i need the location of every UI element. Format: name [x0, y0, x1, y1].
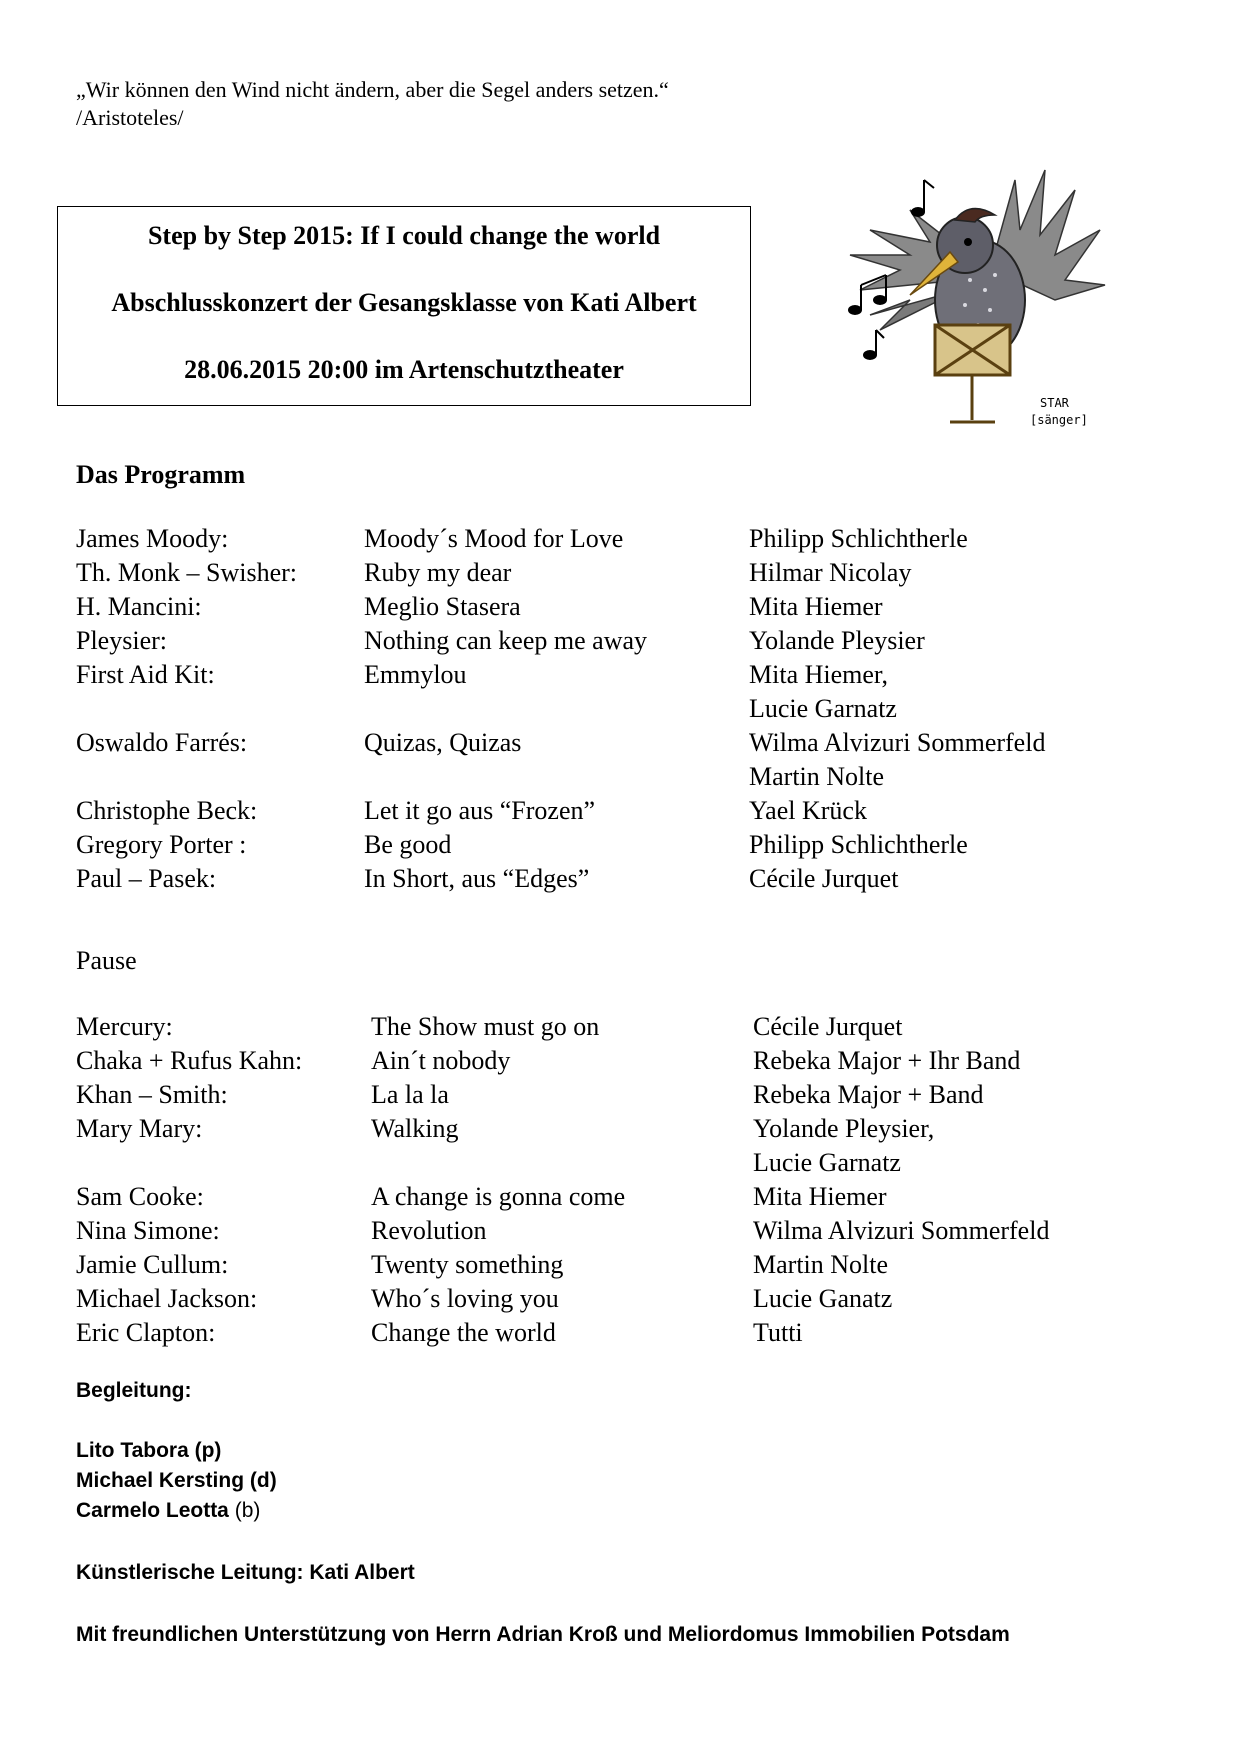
performer-name: Hilmar Nicolay — [749, 558, 912, 587]
song-title: A change is gonna come — [371, 1182, 626, 1211]
composer-name: Michael Jackson: — [76, 1284, 258, 1313]
performer-name: Lucie Garnatz — [749, 694, 897, 723]
musician-bass-name: Carmelo Leotta — [76, 1499, 229, 1522]
performer-name: Lucie Garnatz — [753, 1148, 901, 1177]
song-title: Meglio Stasera — [364, 592, 521, 621]
illustration-caption-saenger: [sänger] — [1030, 413, 1088, 427]
musician-drums: Michael Kersting (d) — [76, 1469, 277, 1492]
composer-name: Chaka + Rufus Kahn: — [76, 1046, 303, 1075]
composer-name: Christophe Beck: — [76, 796, 258, 825]
performer-name: Lucie Ganatz — [753, 1284, 893, 1313]
song-title: Quizas, Quizas — [364, 728, 522, 757]
composer-name: James Moody: — [76, 524, 229, 553]
artistic-direction: Künstlerische Leitung: Kati Albert — [76, 1561, 415, 1584]
performer-name: Yael Krück — [749, 796, 867, 825]
song-title: Change the world — [371, 1318, 556, 1347]
title-box — [57, 206, 751, 406]
performer-name: Tutti — [753, 1318, 803, 1347]
composer-name: Pleysier: — [76, 626, 167, 655]
music-stand-icon — [935, 325, 1010, 422]
performer-name: Philipp Schlichtherle — [749, 524, 968, 553]
performer-name: Rebeka Major + Ihr Band — [753, 1046, 1021, 1075]
composer-name: First Aid Kit: — [76, 660, 215, 689]
performer-name: Wilma Alvizuri Sommerfeld — [749, 728, 1046, 757]
illustration-caption-star: STAR — [1040, 396, 1069, 410]
pause-label: Pause — [76, 946, 137, 975]
performer-name: Mita Hiemer — [749, 592, 883, 621]
event-date-venue: 28.06.2015 20:00 im Artenschutztheater — [184, 355, 624, 384]
musician-bass — [76, 1499, 260, 1523]
quote-author: /Aristoteles/ — [76, 105, 184, 130]
performer-name: Mita Hiemer — [753, 1182, 887, 1211]
composer-name: Oswaldo Farrés: — [76, 728, 248, 757]
song-title: La la la — [371, 1080, 449, 1109]
song-title: Ain´t nobody — [371, 1046, 511, 1075]
performer-name: Wilma Alvizuri Sommerfeld — [753, 1216, 1050, 1245]
composer-name: Jamie Cullum: — [76, 1250, 229, 1279]
performer-name: Cécile Jurquet — [749, 864, 899, 893]
bird-eye — [964, 238, 972, 246]
program-heading: Das Programm — [76, 460, 246, 489]
song-title: Emmylou — [364, 660, 467, 689]
event-subtitle: Abschlusskonzert der Gesangsklasse von Kati Albert — [111, 288, 697, 317]
performer-name: Yolande Pleysier, — [753, 1114, 935, 1143]
quote-text: „Wir können den Wind nicht ändern, aber die Segel anders setzen.“ — [76, 77, 669, 102]
song-title: Ruby my dear — [364, 558, 512, 587]
begleitung-label: Begleitung: — [76, 1379, 192, 1402]
composer-name: Th. Monk – Swisher: — [76, 558, 297, 587]
event-title: Step by Step 2015: If I could change the world — [147, 221, 661, 250]
song-title: Nothing can keep me away — [364, 626, 648, 655]
song-title: Twenty something — [371, 1250, 564, 1279]
song-title: Walking — [371, 1114, 459, 1143]
song-title: Moody´s Mood for Love — [364, 524, 624, 553]
song-title: Be good — [364, 830, 452, 859]
performer-name: Cécile Jurquet — [753, 1012, 903, 1041]
singing-bird-illustration — [840, 160, 1120, 450]
musician-bass-instrument: (b) — [234, 1499, 261, 1522]
composer-name: Nina Simone: — [76, 1216, 220, 1245]
performer-name: Martin Nolte — [753, 1250, 889, 1279]
composer-name: Eric Clapton: — [76, 1318, 216, 1347]
song-title: In Short, aus “Edges” — [364, 864, 590, 893]
song-title: Who´s loving you — [371, 1284, 559, 1313]
composer-name: Khan – Smith: — [76, 1080, 228, 1109]
performer-name: Yolande Pleysier — [749, 626, 925, 655]
song-title: The Show must go on — [371, 1012, 600, 1041]
song-title: Revolution — [371, 1216, 487, 1245]
composer-name: Gregory Porter : — [76, 830, 247, 859]
performer-name: Martin Nolte — [749, 762, 885, 791]
quote-block — [76, 76, 669, 132]
composer-name: Mercury: — [76, 1012, 173, 1041]
composer-name: H. Mancini: — [76, 592, 202, 621]
performer-name: Philipp Schlichtherle — [749, 830, 968, 859]
composer-name: Sam Cooke: — [76, 1182, 204, 1211]
composer-name: Paul – Pasek: — [76, 864, 217, 893]
support-note: Mit freundlichen Unterstützung von Herrn Adrian Kroß und Meliordomus Immobilien Potsdam — [76, 1623, 1010, 1646]
bird-crest — [955, 209, 995, 222]
performer-name: Rebeka Major + Band — [753, 1080, 984, 1109]
song-title: Let it go aus “Frozen” — [364, 796, 596, 825]
musician-piano: Lito Tabora (p) — [76, 1439, 222, 1462]
composer-name: Mary Mary: — [76, 1114, 203, 1143]
performer-name: Mita Hiemer, — [749, 660, 889, 689]
